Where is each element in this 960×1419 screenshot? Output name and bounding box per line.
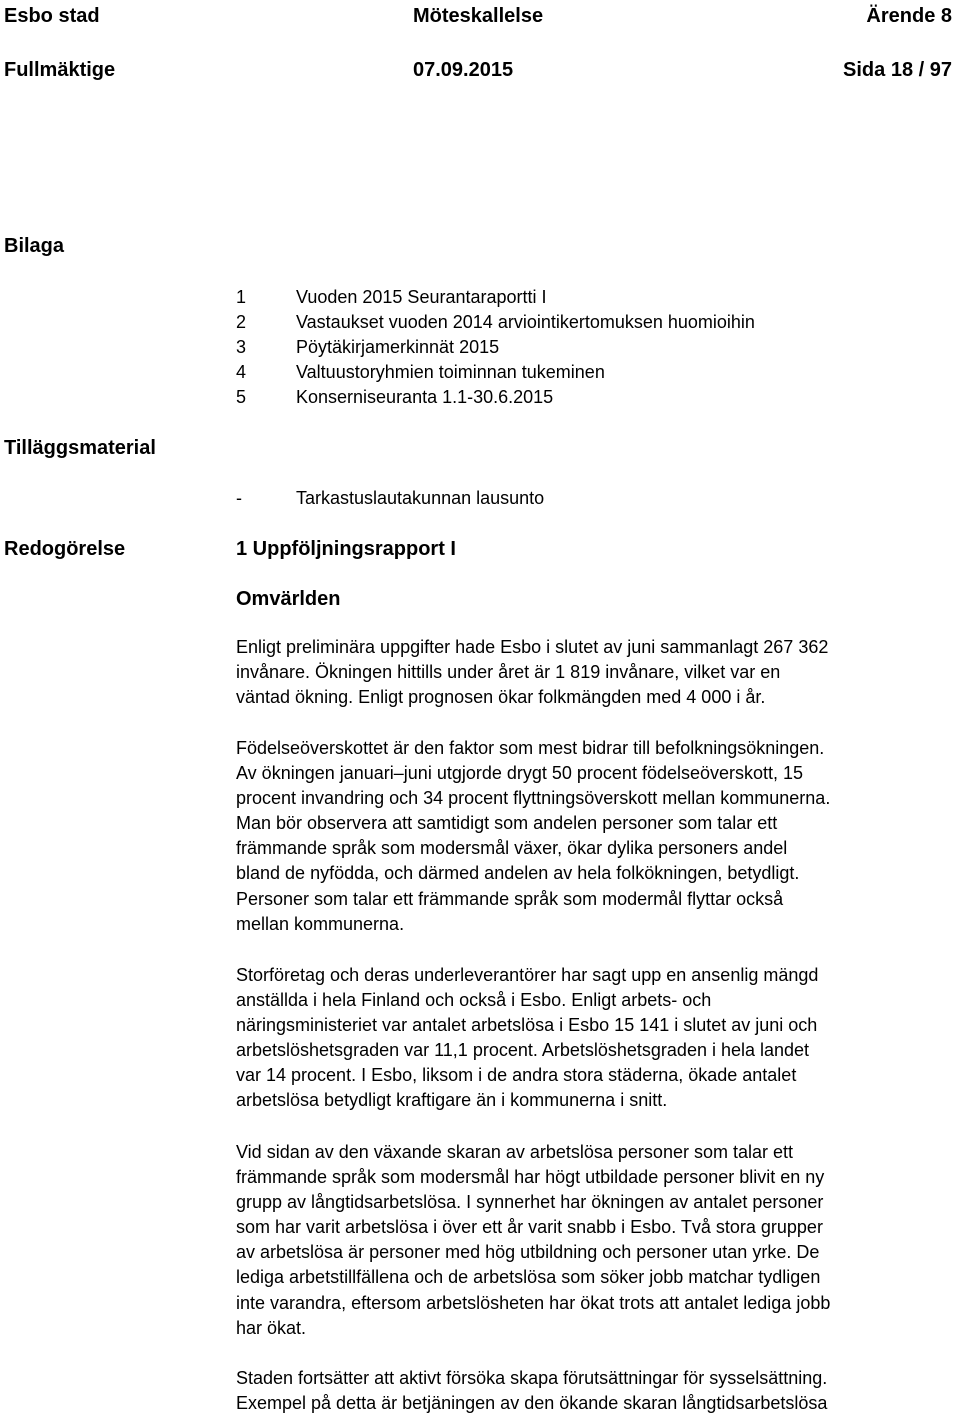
list-item: 4 Valtuustoryhmien toiminnan tukeminen (236, 362, 605, 382)
list-item: 2 Vastaukset vuoden 2014 arviointikertomuksen huomioihin (236, 312, 755, 332)
paragraph-5: Staden fortsätter att aktivt försöka skapa förutsättningar för sysselsättning. Exempel på detta är betjäningen av den ökande skaran långtidsarbetslösa (236, 1368, 828, 1414)
paragraph-2: Födelseöverskottet är den faktor som mest bidrar till befolkningsökningen. Av ökningen januari–juni utgjorde drygt 50 procent födelseöverskott, 15 procent invandring och 34 procent flyttningsöverskott mellan kommunerna. Man bör observera att samtidigt som andelen personer som talar ett främmande språk som modersmål växer, ökar dylika personers andel bland de nyfödda, och därmed andelen av hela folkökningen, betydligt. Personer som talar ett främmande språk som modermål flyttar också mellan kommunerna. (236, 738, 831, 934)
org-name: Esbo stad (4, 5, 100, 27)
page-number: Sida 18 / 97 (843, 59, 952, 81)
label-bilaga: Bilaga (4, 235, 65, 257)
paragraph-1: Enligt preliminära uppgifter hade Esbo i slutet av juni sammanlagt 267 362 invånare. Ökningen hittills under året är 1 819 invånare, vilket var en väntad ökning. Enligt prognosen ökar folkmängden med 4 000 i år. (236, 637, 829, 708)
meeting-body: Fullmäktige (4, 59, 116, 81)
label-tillaggsmaterial: Tilläggsmaterial (4, 437, 156, 459)
list-item: 3 Pöytäkirjamerkinnät 2015 (236, 337, 500, 357)
label-redogorelse: Redogörelse (4, 538, 126, 560)
document-type: Möteskallelse (413, 5, 544, 27)
paragraph-4: Vid sidan av den växande skaran av arbetslösa personer som talar ett främmande språk som modersmål har högt utbildade personer blivit en ny grupp av långtidsarbetslösa. I synnerhet har ökningen av antalet personer som har varit arbetslösa i över ett år varit snabb i Esbo. Två stora grupper av arbetslösa är personer med hög utbildning och personer utan yrke. De lediga arbetstillfällena och de arbetslösa som söker jobb matchar tydligen inte varandra, eftersom arbetslösheten har ökat trots att antalet lediga jobb har ökat. (236, 1142, 831, 1338)
subsection-title: Omvärlden (236, 588, 341, 610)
meeting-date: 07.09.2015 (413, 59, 514, 81)
supplement-item: - Tarkastuslautakunnan lausunto (236, 488, 545, 508)
attachment-list (236, 285, 755, 410)
paragraph-3: Storföretag och deras underleverantörer har sagt upp en ansenlig mängd anställda i hela Finland och också i Esbo. Enligt arbets- och näringsministeriet var antalet arbetslösa i Esbo 15 141 i slutet av juni och arbetslöshetsgraden var 11,1 procent. Arbetslöshetsgraden i hela landet var 14 procent. I Esbo, liksom i de andra stora städerna, ökade antalet arbetslösa betydligt kraftigare än i kommunerna i snitt. (236, 965, 819, 1111)
list-item: 5 Konserniseuranta 1.1-30.6.2015 (236, 387, 554, 407)
section-title: 1 Uppföljningsrapport I (236, 538, 456, 560)
agenda-item: Ärende 8 (866, 5, 952, 27)
list-item: 1 Vuoden 2015 Seurantaraportti I (236, 287, 547, 307)
